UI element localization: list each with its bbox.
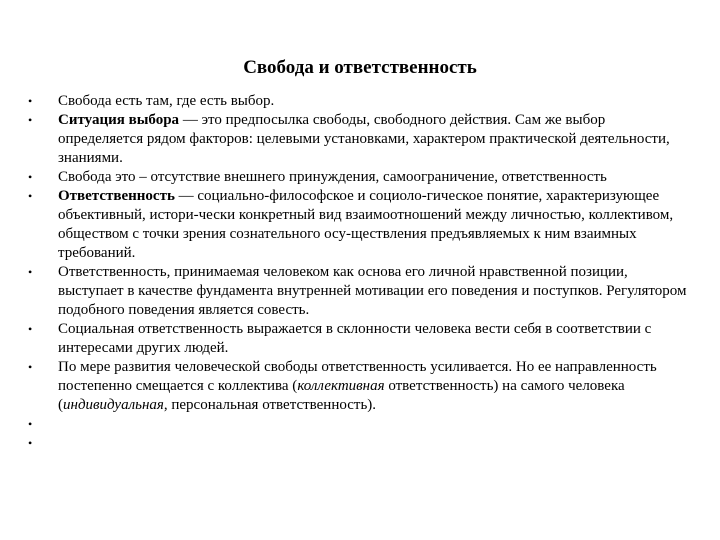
bullet-icon: • [28,322,33,336]
bullet-icon: • [28,265,33,279]
empty-list-item [28,415,688,434]
list-item [28,92,688,111]
bullet-icon: • [28,436,33,450]
bullet-icon: • [28,417,33,431]
item-text: — это предпосылка свободы, свободного действия. Сам же выбор определяется рядом факторов: целевыми установками, характером практической деятельности, знаниями. [58,112,670,166]
list-item [28,111,688,168]
item-italic: индивидуальная [63,397,164,413]
bullet-icon: • [28,113,33,127]
list-item [28,187,688,263]
item-text: — социально-философское и социоло-гическое понятие, характеризующее объективный, истори-чески конкретный вид взаимоотношений между личностью, коллективом, обществом с точки зрения сознательного осу-ществления предъявляемых к ним взаимных требований. [58,188,674,261]
list-item [28,358,688,415]
item-text: Свобода есть там, где есть выбор. [58,93,275,109]
item-term: Ситуация выбора [58,112,180,128]
bullet-icon: • [28,360,33,374]
item-text: Ответственность, принимаемая человеком как основа его личной нравственной позиции, выступает в качестве фундамента внутренней мотивации его поведения и поступков. Регулятором подобного поведения является совесть. [58,264,687,318]
bullet-icon: • [28,170,33,184]
list-item [28,320,688,358]
item-text: По мере развития человеческой свободы ответственность усиливается. Но ее направленность постепенно смещается с коллектива ( [58,359,657,394]
item-term: Ответственность [58,188,175,204]
empty-list-item [28,434,688,453]
item-text: , персональная ответственность). [163,397,377,413]
bullet-list [28,92,688,453]
item-italic: коллективная [297,378,385,394]
item-text: Социальная ответственность выражается в склонности человека вести себя в соответствии с интересами других людей. [58,321,652,356]
bullet-icon: • [28,189,33,203]
bullet-icon: • [28,94,33,108]
item-text: Свобода это – отсутствие внешнего принуждения, самоограничение, ответственность [58,169,607,185]
list-item [28,263,688,320]
item-text: ответственность) на самого человека ( [58,378,625,413]
slide-title: Свобода и ответственность [243,57,477,78]
list-item [28,168,688,187]
